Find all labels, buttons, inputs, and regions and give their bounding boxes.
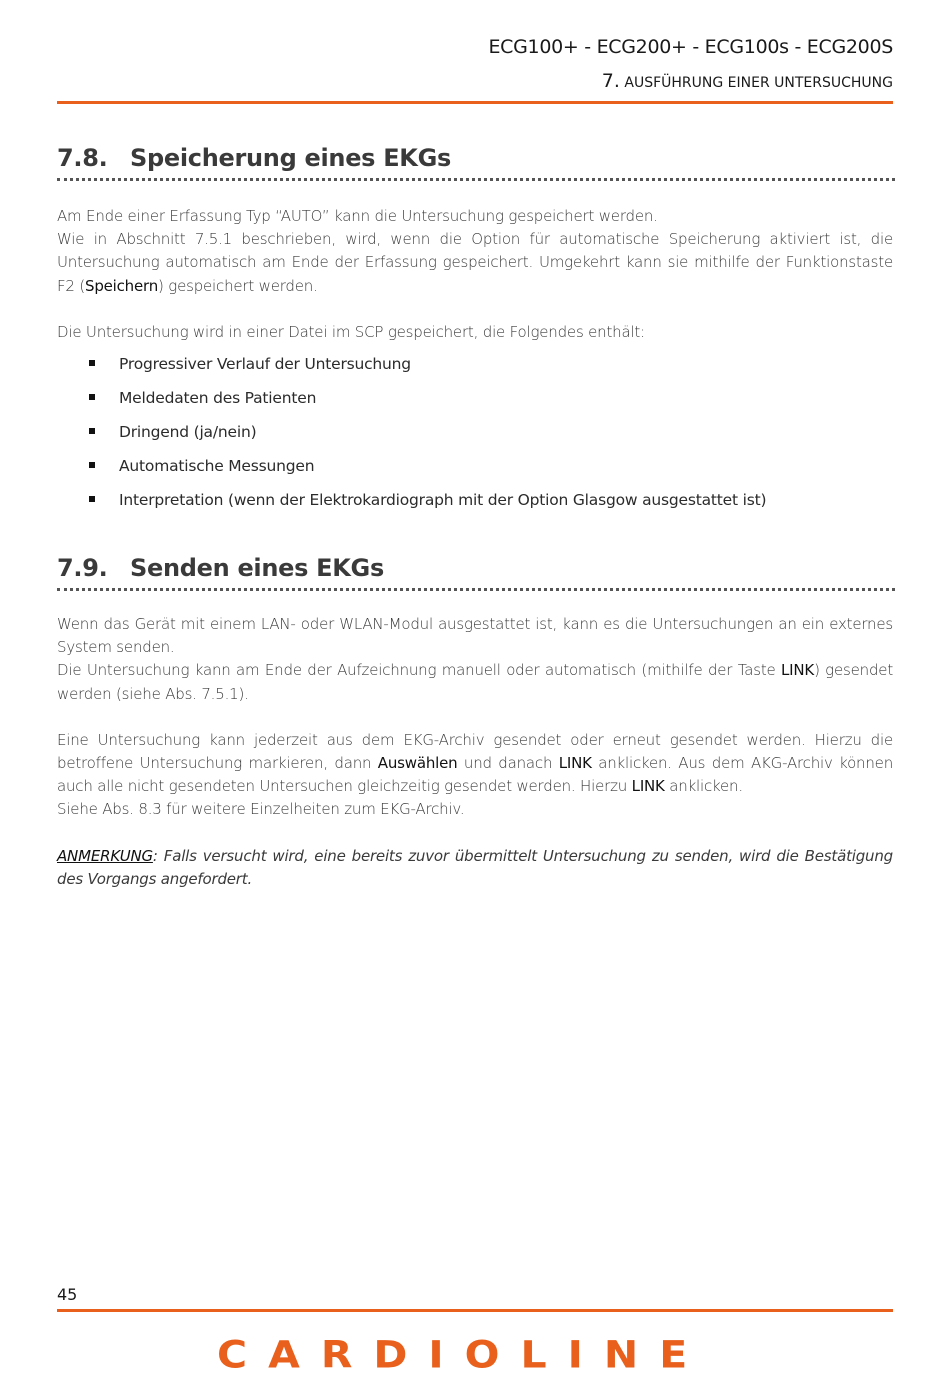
paragraph: Die Untersuchung wird in einer Datei im SCP gespeichert, die Folgendes enthält: [57,322,645,341]
keyword-auswaehlen: Auswählen [377,754,458,773]
paragraph: Am Ende einer Erfassung Typ “AUTO” kann die Untersuchung gespeichert werden. [57,207,658,225]
paragraph [57,659,893,705]
keyword-speichern: Speichern [85,276,159,295]
cardioline-logo: CARDIOLINE [217,1332,709,1377]
section-number: 7.9. [57,554,108,582]
header-chapter [602,70,893,92]
text-run: ) gespeichert werden. [158,276,318,295]
section-number: 7.8. [57,144,108,172]
paragraph [57,228,893,298]
footer-rule [57,1309,893,1312]
text-run: ) gesendet werden (siehe Abs. 7.5.1). [57,661,893,703]
note-label: ANMERKUNG [57,846,153,865]
section-title: Senden eines EKGs [130,554,384,582]
text-run: Eine Untersuchung kann jederzeit aus dem EKG-Archiv gesendet oder erneut gesendet werden. Hierzu die betroffene Untersuchung markieren, dann [57,730,893,773]
section-title: Speicherung eines EKGs [130,144,451,172]
text-run: und danach [457,754,559,773]
text-run: anklicken. Aus dem AKG-Archiv können auch alle nicht gesendeten Untersuchen gleichzeitig gesendet werden. Hierzu [57,754,893,796]
dotted-divider [57,588,895,591]
section-heading [57,554,893,590]
note-text: : Falls versucht wird, eine bereits zuvor übermittelt Untersuchung zu senden, wird die Bestätigung des Vorgangs angefordert. [57,846,893,888]
chapter-title: AUSFÜHRUNG EINER UNTERSUCHUNG [624,75,893,91]
page-number: 45 [57,1285,78,1304]
list-item: Dringend (ja/nein) [57,422,893,456]
section-7-9 [57,554,893,891]
list-item: Interpretation (wenn der Elektrokardiograph mit der Option Glasgow ausgestattet ist) [57,490,893,524]
list-item: Automatische Messungen [57,456,893,490]
chapter-number: 7. [601,70,620,92]
paragraph [57,729,893,799]
text-run: Die Untersuchung kann am Ende der Aufzeichnung manuell oder automatisch (mithilfe der Taste [57,661,782,680]
dotted-divider [57,178,895,181]
text-run: anklicken. [664,777,743,796]
keyword-link: LINK [781,661,815,680]
paragraph: Siehe Abs. 8.3 für weitere Einzelheiten zum EKG-Archiv. [57,800,465,819]
note [57,845,893,891]
paragraph: Wenn das Gerät mit einem LAN- oder WLAN-Modul ausgestattet ist, kann es die Untersuchungen an ein externes System senden. [57,615,893,657]
section-heading [57,144,893,180]
list-item: Progressiver Verlauf der Untersuchung [57,354,893,388]
text-run: Wie in Abschnitt 7.5.1 beschrieben, wird, wenn die Option für automatische Speicherung aktiviert ist, die Untersuchung automatisch am Ende der Erfassung gespeichert. Umgekehrt kann sie mithilfe der Funktionstaste F2 ( [57,230,893,295]
keyword-link: LINK [558,754,592,773]
header-rule [57,101,893,104]
keyword-link: LINK [631,777,665,796]
bullet-list [57,354,893,524]
section-7-8 [57,144,893,524]
header-title: ECG100+ - ECG200+ - ECG100s - ECG200S [488,36,893,58]
list-item: Meldedaten des Patienten [57,388,893,422]
